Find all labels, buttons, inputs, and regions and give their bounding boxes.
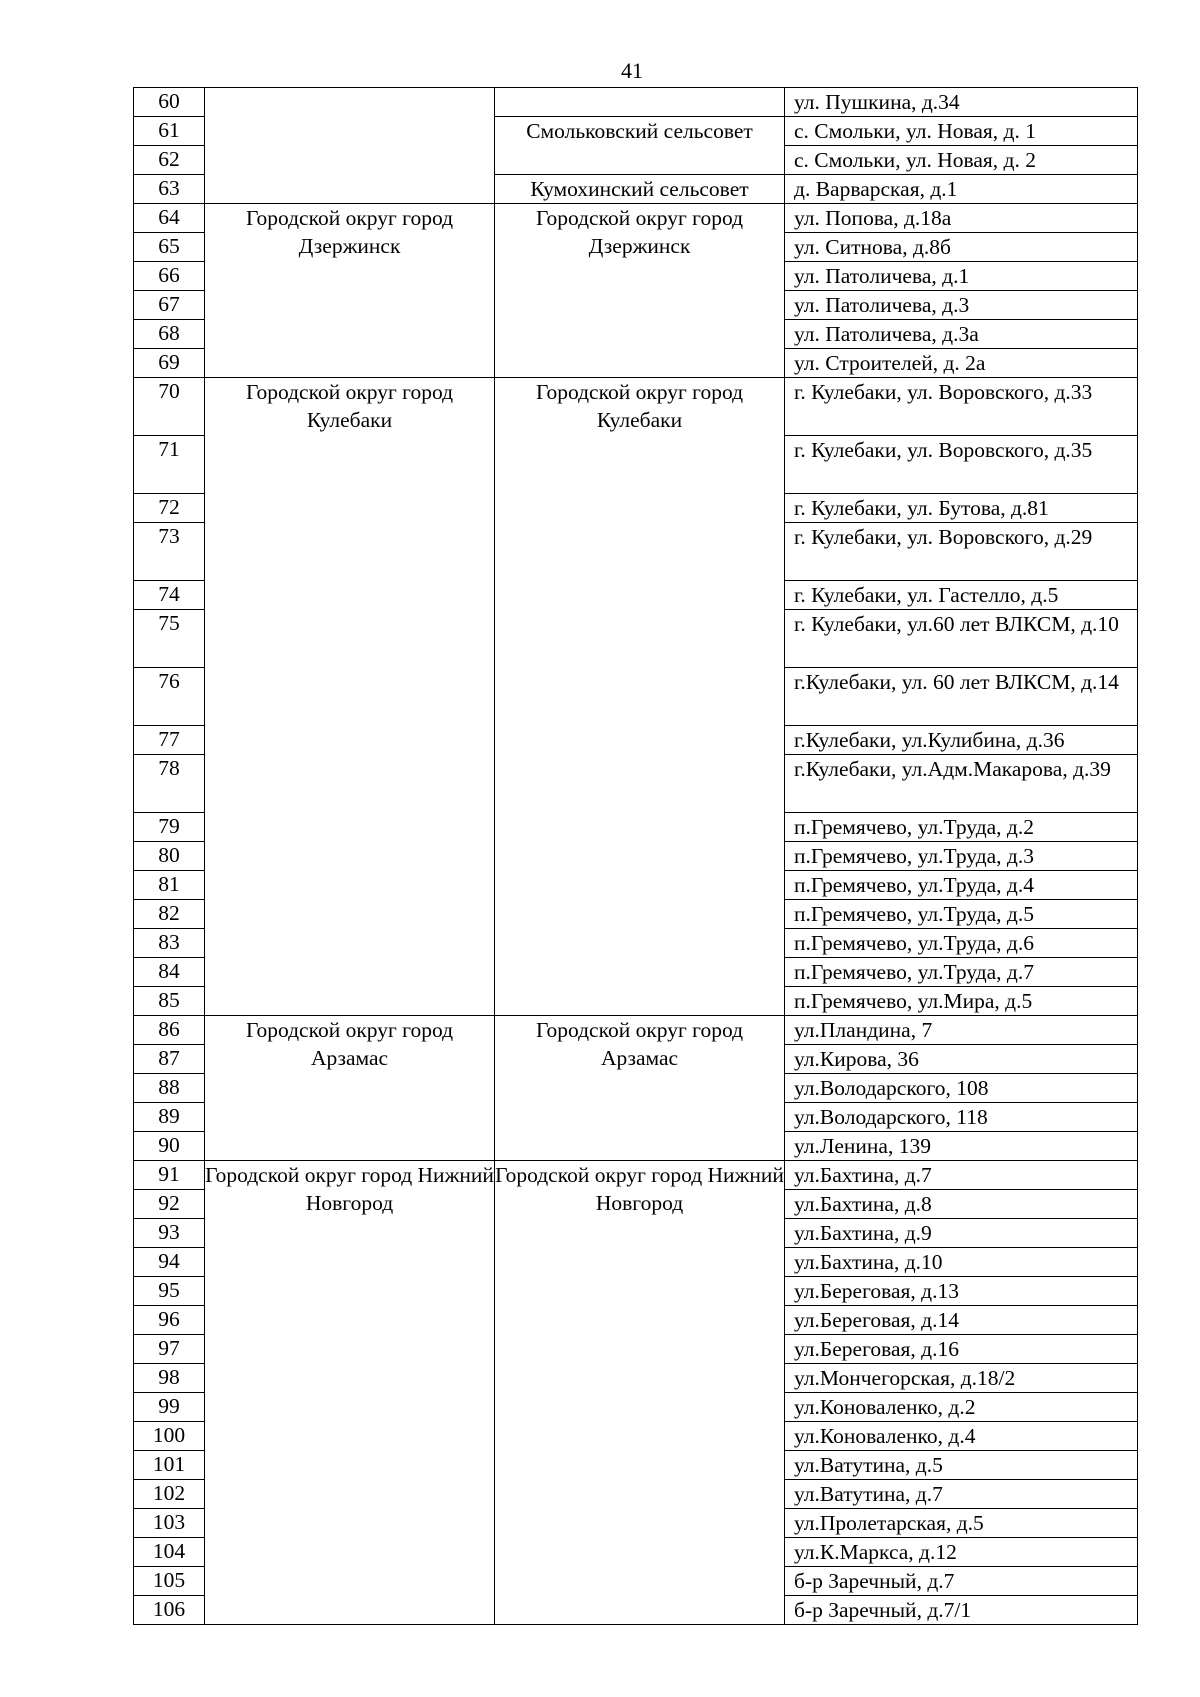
- address-cell: ул.Бахтина, д.7: [785, 1161, 1138, 1190]
- row-number: 94: [134, 1248, 205, 1277]
- address-cell: ул.Ватутина, д.5: [785, 1451, 1138, 1480]
- row-number: 98: [134, 1364, 205, 1393]
- row-number: 76: [134, 668, 205, 726]
- row-number: 99: [134, 1393, 205, 1422]
- address-cell: ул.Кирова, 36: [785, 1045, 1138, 1074]
- address-cell: ул.Береговая, д.13: [785, 1277, 1138, 1306]
- address-cell: ул.Бахтина, д.9: [785, 1219, 1138, 1248]
- address-cell: ул. Строителей, д. 2а: [785, 349, 1138, 378]
- address-cell: г.Кулебаки, ул.Кулибина, д.36: [785, 726, 1138, 755]
- row-number: 88: [134, 1074, 205, 1103]
- address-cell: ул.Береговая, д.14: [785, 1306, 1138, 1335]
- settlement-cell: Городской округ город Дзержинск: [495, 204, 785, 378]
- row-number: 90: [134, 1132, 205, 1161]
- row-number: 67: [134, 291, 205, 320]
- address-cell: п.Гремячево, ул.Труда, д.2: [785, 813, 1138, 842]
- address-cell: г. Кулебаки, ул. Воровского, д.35: [785, 436, 1138, 494]
- address-cell: п.Гремячево, ул.Мира, д.5: [785, 987, 1138, 1016]
- row-number: 104: [134, 1538, 205, 1567]
- row-number: 72: [134, 494, 205, 523]
- row-number: 100: [134, 1422, 205, 1451]
- row-number: 78: [134, 755, 205, 813]
- district-cell: Городской округ город Арзамас: [205, 1016, 495, 1161]
- settlement-cell: Городской округ город Нижний Новгород: [495, 1161, 785, 1625]
- settlement-cell: Городской округ город Кулебаки: [495, 378, 785, 1016]
- address-cell: ул. Ситнова, д.8б: [785, 233, 1138, 262]
- row-number: 62: [134, 146, 205, 175]
- address-cell: б-р Заречный, д.7: [785, 1567, 1138, 1596]
- address-cell: г. Кулебаки, ул. Гастелло, д.5: [785, 581, 1138, 610]
- row-number: 105: [134, 1567, 205, 1596]
- row-number: 87: [134, 1045, 205, 1074]
- address-cell: д. Варварская, д.1: [785, 175, 1138, 204]
- address-cell: ул.К.Маркса, д.12: [785, 1538, 1138, 1567]
- row-number: 81: [134, 871, 205, 900]
- address-cell: ул.Ленина, 139: [785, 1132, 1138, 1161]
- row-number: 61: [134, 117, 205, 146]
- row-number: 85: [134, 987, 205, 1016]
- address-cell: г. Кулебаки, ул. Воровского, д.33: [785, 378, 1138, 436]
- address-cell: г. Кулебаки, ул. Бутова, д.81: [785, 494, 1138, 523]
- table-row: [134, 1161, 1138, 1190]
- page-number: 41: [621, 58, 643, 83]
- address-cell: ул.Володарского, 118: [785, 1103, 1138, 1132]
- settlement-cell: Городской округ город Арзамас: [495, 1016, 785, 1161]
- address-cell: ул. Патоличева, д.1: [785, 262, 1138, 291]
- table-row: [134, 1016, 1138, 1045]
- address-cell: с. Смольки, ул. Новая, д. 1: [785, 117, 1138, 146]
- district-cell: Городской округ город Дзержинск: [205, 204, 495, 378]
- district-cell: Городской округ город Нижний Новгород: [205, 1161, 495, 1625]
- address-cell: ул.Мончегорская, д.18/2: [785, 1364, 1138, 1393]
- row-number: 77: [134, 726, 205, 755]
- table-row: [134, 88, 1138, 117]
- row-number: 91: [134, 1161, 205, 1190]
- address-cell: п.Гремячево, ул.Труда, д.5: [785, 900, 1138, 929]
- settlement-cell-continued: [495, 88, 785, 117]
- settlement-cell: Смольковский сельсовет: [495, 117, 785, 175]
- district-cell: Городской округ город Кулебаки: [205, 378, 495, 1016]
- address-cell: ул. Пушкина, д.34: [785, 88, 1138, 117]
- row-number: 64: [134, 204, 205, 233]
- address-cell: г. Кулебаки, ул. Воровского, д.29: [785, 523, 1138, 581]
- row-number: 70: [134, 378, 205, 436]
- row-number: 92: [134, 1190, 205, 1219]
- address-cell: ул.Коноваленко, д.4: [785, 1422, 1138, 1451]
- address-cell: ул.Володарского, 108: [785, 1074, 1138, 1103]
- district-cell-continued: [205, 88, 495, 204]
- address-cell: п.Гремячево, ул.Труда, д.3: [785, 842, 1138, 871]
- address-cell: г.Кулебаки, ул. 60 лет ВЛКСМ, д.14: [785, 668, 1138, 726]
- row-number: 97: [134, 1335, 205, 1364]
- row-number: 79: [134, 813, 205, 842]
- row-number: 74: [134, 581, 205, 610]
- table-row: [134, 378, 1138, 436]
- row-number: 63: [134, 175, 205, 204]
- address-cell: ул.Ватутина, д.7: [785, 1480, 1138, 1509]
- address-cell: ул.Бахтина, д.8: [785, 1190, 1138, 1219]
- address-cell: г. Кулебаки, ул.60 лет ВЛКСМ, д.10: [785, 610, 1138, 668]
- address-cell: б-р Заречный, д.7/1: [785, 1596, 1138, 1625]
- address-cell: ул.Пролетарская, д.5: [785, 1509, 1138, 1538]
- row-number: 60: [134, 88, 205, 117]
- row-number: 84: [134, 958, 205, 987]
- address-cell: ул.Пландина, 7: [785, 1016, 1138, 1045]
- address-table: [133, 87, 1138, 1625]
- address-cell: п.Гремячево, ул.Труда, д.4: [785, 871, 1138, 900]
- row-number: 102: [134, 1480, 205, 1509]
- row-number: 83: [134, 929, 205, 958]
- table-row: [134, 204, 1138, 233]
- row-number: 69: [134, 349, 205, 378]
- row-number: 75: [134, 610, 205, 668]
- row-number: 68: [134, 320, 205, 349]
- address-cell: п.Гремячево, ул.Труда, д.6: [785, 929, 1138, 958]
- settlement-cell: Кумохинский сельсовет: [495, 175, 785, 204]
- row-number: 89: [134, 1103, 205, 1132]
- row-number: 103: [134, 1509, 205, 1538]
- address-cell: г.Кулебаки, ул.Адм.Макарова, д.39: [785, 755, 1138, 813]
- address-cell: ул. Патоличева, д.3а: [785, 320, 1138, 349]
- row-number: 73: [134, 523, 205, 581]
- address-cell: ул. Патоличева, д.3: [785, 291, 1138, 320]
- address-cell: ул. Попова, д.18а: [785, 204, 1138, 233]
- address-cell: ул.Коноваленко, д.2: [785, 1393, 1138, 1422]
- row-number: 106: [134, 1596, 205, 1625]
- row-number: 101: [134, 1451, 205, 1480]
- row-number: 93: [134, 1219, 205, 1248]
- row-number: 86: [134, 1016, 205, 1045]
- address-cell: ул.Бахтина, д.10: [785, 1248, 1138, 1277]
- row-number: 95: [134, 1277, 205, 1306]
- address-cell: п.Гремячево, ул.Труда, д.7: [785, 958, 1138, 987]
- row-number: 82: [134, 900, 205, 929]
- address-cell: с. Смольки, ул. Новая, д. 2: [785, 146, 1138, 175]
- address-cell: ул.Береговая, д.16: [785, 1335, 1138, 1364]
- row-number: 65: [134, 233, 205, 262]
- row-number: 80: [134, 842, 205, 871]
- row-number: 71: [134, 436, 205, 494]
- row-number: 66: [134, 262, 205, 291]
- row-number: 96: [134, 1306, 205, 1335]
